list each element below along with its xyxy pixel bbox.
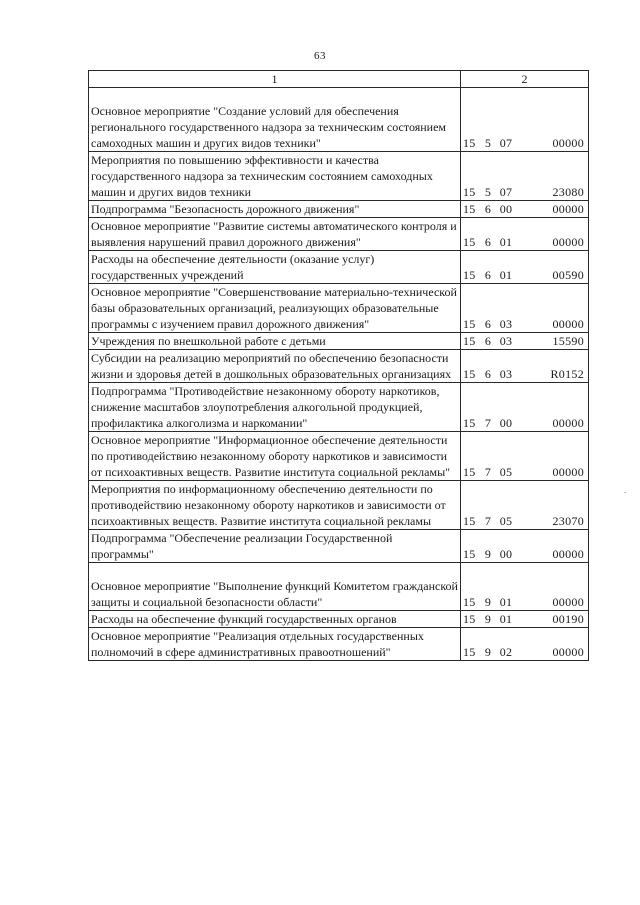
row-name: Основное мероприятие "Совершенствование материально-технической базы образовательных организаций, реализующих образовательные программы с изучением правил дорожного движения" bbox=[91, 285, 457, 331]
row-code-cell bbox=[461, 201, 589, 218]
table-row bbox=[89, 333, 589, 350]
code-subprogram: 6 bbox=[484, 268, 492, 282]
code-subprogram: 9 bbox=[484, 612, 492, 626]
code-activity: 03 bbox=[499, 317, 513, 331]
row-name-cell bbox=[89, 432, 461, 481]
row-code-cell bbox=[461, 530, 589, 563]
row-name: Расходы на обеспечение функций государственных органов bbox=[91, 612, 397, 626]
code-parts bbox=[463, 513, 586, 529]
row-name: Мероприятия по информационному обеспечению деятельности по противодействию незаконному обороту наркотиков и зависимости от психоактивных веществ. Развитие института социальной рекламы bbox=[91, 482, 446, 528]
code-direction: 00000 bbox=[552, 645, 584, 659]
table-body bbox=[89, 88, 589, 661]
code-prefix bbox=[463, 594, 516, 610]
row-code-cell bbox=[461, 218, 589, 251]
row-name-cell bbox=[89, 284, 461, 333]
table-row bbox=[89, 481, 589, 530]
code-program: 15 bbox=[463, 136, 476, 150]
table-row bbox=[89, 530, 589, 563]
code-direction: 00000 bbox=[552, 595, 584, 609]
row-name-cell bbox=[89, 611, 461, 628]
code-prefix bbox=[463, 644, 516, 660]
code-parts bbox=[463, 267, 586, 283]
row-top-spacer bbox=[91, 88, 458, 103]
code-parts bbox=[463, 201, 586, 217]
code-parts bbox=[463, 234, 586, 250]
code-direction: 00000 bbox=[552, 465, 584, 479]
code-parts bbox=[463, 333, 586, 349]
code-prefix bbox=[463, 415, 516, 431]
code-program: 15 bbox=[463, 547, 476, 561]
table-row bbox=[89, 383, 589, 432]
code-direction: R0152 bbox=[550, 367, 584, 381]
code-parts bbox=[463, 594, 586, 610]
table-row bbox=[89, 563, 589, 611]
code-parts bbox=[463, 464, 586, 480]
code-subprogram: 6 bbox=[484, 235, 492, 249]
code-prefix bbox=[463, 546, 516, 562]
code-activity: 05 bbox=[499, 514, 513, 528]
row-name-cell bbox=[89, 218, 461, 251]
code-prefix bbox=[463, 267, 516, 283]
table-row bbox=[89, 350, 589, 383]
code-program: 15 bbox=[463, 317, 476, 331]
row-name: Субсидии на реализацию мероприятий по обеспечению безопасности жизни и здоровья детей в дошкольных образовательных организациях bbox=[91, 351, 452, 381]
row-name-cell bbox=[89, 333, 461, 350]
row-code-cell bbox=[461, 284, 589, 333]
code-prefix bbox=[463, 464, 516, 480]
code-prefix bbox=[463, 611, 516, 627]
code-parts bbox=[463, 184, 586, 200]
row-code-cell bbox=[461, 251, 589, 284]
row-name-cell bbox=[89, 88, 461, 152]
code-program: 15 bbox=[463, 514, 476, 528]
row-name: Учреждения по внешкольной работе с детьми bbox=[91, 334, 326, 348]
code-subprogram: 9 bbox=[484, 547, 492, 561]
row-code-cell bbox=[461, 611, 589, 628]
code-direction: 00000 bbox=[552, 202, 584, 216]
code-parts bbox=[463, 366, 586, 382]
row-name: Расходы на обеспечение деятельности (оказание услуг) государственных учреждений bbox=[91, 252, 375, 282]
code-subprogram: 7 bbox=[484, 465, 492, 479]
table-row bbox=[89, 88, 589, 152]
code-program: 15 bbox=[463, 268, 476, 282]
row-code-cell bbox=[461, 152, 589, 201]
code-prefix bbox=[463, 135, 516, 151]
code-parts bbox=[463, 644, 586, 660]
code-parts bbox=[463, 135, 586, 151]
code-activity: 01 bbox=[499, 612, 513, 626]
code-program: 15 bbox=[463, 612, 476, 626]
code-subprogram: 7 bbox=[484, 416, 492, 430]
code-program: 15 bbox=[463, 202, 476, 216]
code-activity: 05 bbox=[499, 465, 513, 479]
table-row bbox=[89, 284, 589, 333]
code-subprogram: 5 bbox=[484, 136, 492, 150]
code-activity: 02 bbox=[499, 645, 513, 659]
code-activity: 00 bbox=[499, 202, 513, 216]
code-direction: 23070 bbox=[552, 514, 584, 528]
row-name-cell bbox=[89, 251, 461, 284]
row-code-cell bbox=[461, 88, 589, 152]
code-program: 15 bbox=[463, 334, 476, 348]
code-subprogram: 6 bbox=[484, 334, 492, 348]
row-name: Основное мероприятие "Создание условий для обеспечения регионального государственного надзора за техническим состоянием самоходных машин и других видов техники" bbox=[91, 104, 446, 150]
code-activity: 01 bbox=[499, 235, 513, 249]
code-parts bbox=[463, 611, 586, 627]
code-program: 15 bbox=[463, 645, 476, 659]
code-direction: 00000 bbox=[552, 547, 584, 561]
code-program: 15 bbox=[463, 235, 476, 249]
code-activity: 01 bbox=[499, 268, 513, 282]
code-activity: 01 bbox=[499, 595, 513, 609]
code-subprogram: 6 bbox=[484, 317, 492, 331]
code-activity: 00 bbox=[499, 416, 513, 430]
code-direction: 23080 bbox=[552, 185, 584, 199]
code-direction: 00190 bbox=[552, 612, 584, 626]
code-activity: 07 bbox=[499, 136, 513, 150]
code-prefix bbox=[463, 316, 516, 332]
row-name-cell bbox=[89, 563, 461, 611]
code-prefix bbox=[463, 366, 516, 382]
code-activity: 03 bbox=[499, 334, 513, 348]
column-header-name: 1 bbox=[89, 71, 461, 88]
code-subprogram: 5 bbox=[484, 185, 492, 199]
stray-mark: . bbox=[624, 485, 627, 495]
row-code-cell bbox=[461, 383, 589, 432]
code-program: 15 bbox=[463, 416, 476, 430]
row-name: Мероприятия по повышению эффективности и качества государственного надзора за техническим состоянием самоходных машин и других видов техники bbox=[91, 153, 433, 199]
code-subprogram: 9 bbox=[484, 595, 492, 609]
row-name-cell bbox=[89, 383, 461, 432]
row-name-cell bbox=[89, 530, 461, 563]
code-prefix bbox=[463, 234, 516, 250]
row-name-cell bbox=[89, 481, 461, 530]
code-parts bbox=[463, 316, 586, 332]
row-name: Основное мероприятие "Развитие системы автоматического контроля и выявления нарушений правил дорожного движения" bbox=[91, 219, 457, 249]
row-name: Подпрограмма "Обеспечение реализации Государственной программы" bbox=[91, 531, 393, 561]
row-code-cell bbox=[461, 432, 589, 481]
row-name: Основное мероприятие "Реализация отдельных государственных полномочий в сфере административных правоотношений" bbox=[91, 629, 424, 659]
table-row bbox=[89, 432, 589, 481]
row-code-cell bbox=[461, 481, 589, 530]
page-number: 63 bbox=[314, 50, 326, 62]
row-code-cell bbox=[461, 563, 589, 611]
table-row bbox=[89, 611, 589, 628]
code-direction: 00000 bbox=[552, 416, 584, 430]
row-name: Основное мероприятие "Информационное обеспечение деятельности по противодействию незаконному обороту наркотиков и зависимости от психоактивных веществ. Развитие института социальной рекламы" bbox=[91, 433, 451, 479]
row-name: Подпрограмма "Противодействие незаконному обороту наркотиков, снижение масштабов злоупотребления алкогольной продукцией, профилактика алкоголизма и наркомании" bbox=[91, 384, 440, 430]
table-row bbox=[89, 251, 589, 284]
table-row bbox=[89, 218, 589, 251]
row-code-cell bbox=[461, 333, 589, 350]
code-parts bbox=[463, 546, 586, 562]
row-code-cell bbox=[461, 628, 589, 661]
code-subprogram: 6 bbox=[484, 202, 492, 216]
row-name-cell bbox=[89, 201, 461, 218]
row-name: Подпрограмма "Безопасность дорожного движения" bbox=[91, 202, 360, 216]
table-row bbox=[89, 152, 589, 201]
code-activity: 07 bbox=[499, 185, 513, 199]
table-row bbox=[89, 201, 589, 218]
code-direction: 00000 bbox=[552, 317, 584, 331]
row-top-spacer bbox=[91, 563, 458, 578]
code-direction: 00590 bbox=[552, 268, 584, 282]
code-program: 15 bbox=[463, 595, 476, 609]
code-prefix bbox=[463, 184, 516, 200]
code-program: 15 bbox=[463, 367, 476, 381]
code-prefix bbox=[463, 201, 516, 217]
table-row bbox=[89, 628, 589, 661]
code-subprogram: 6 bbox=[484, 367, 492, 381]
row-name-cell bbox=[89, 628, 461, 661]
budget-classification-table bbox=[88, 70, 589, 661]
code-subprogram: 7 bbox=[484, 514, 492, 528]
code-activity: 03 bbox=[499, 367, 513, 381]
row-name-cell bbox=[89, 350, 461, 383]
table-header-row bbox=[89, 71, 589, 88]
code-direction: 00000 bbox=[552, 235, 584, 249]
row-code-cell bbox=[461, 350, 589, 383]
code-program: 15 bbox=[463, 185, 476, 199]
code-subprogram: 9 bbox=[484, 645, 492, 659]
code-parts bbox=[463, 415, 586, 431]
code-prefix bbox=[463, 333, 516, 349]
code-direction: 00000 bbox=[552, 136, 584, 150]
code-program: 15 bbox=[463, 465, 476, 479]
column-header-code: 2 bbox=[461, 71, 589, 88]
row-name: Основное мероприятие "Выполнение функций Комитетом гражданской защиты и социальной безопасности области" bbox=[91, 579, 458, 609]
row-name-cell bbox=[89, 152, 461, 201]
code-direction: 15590 bbox=[552, 334, 584, 348]
code-prefix bbox=[463, 513, 516, 529]
code-activity: 00 bbox=[499, 547, 513, 561]
